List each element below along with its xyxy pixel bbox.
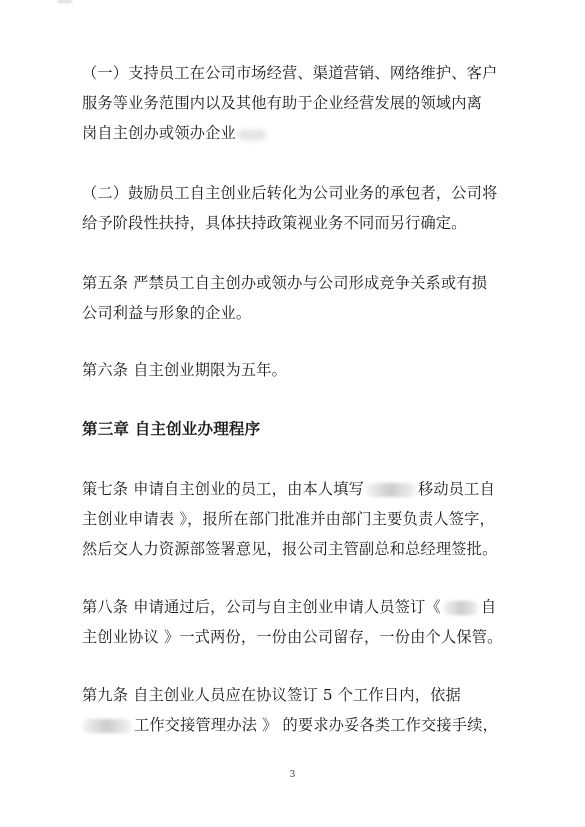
article-seven-line-3: 然后交人力资源部签署意见，报公司主管副总和总经理签批。 — [82, 540, 498, 558]
clause-one — [82, 58, 512, 148]
article-nine-line-1: 第九条 自主创业人员应在协议签订 5 个工作日内，依据 — [82, 686, 461, 704]
article-eight-line-1: 第八条 申请通过后，公司与自主创业申请人员签订《 自 — [82, 598, 497, 616]
article-nine-line-2: 工作交接管理办法 》 的要求办妥各类工作交接手续， — [82, 710, 512, 740]
scan-artifact — [58, 0, 72, 3]
article-nine — [82, 680, 512, 740]
article-eight-line-2: 主创业协议 》一式两份，一份由公司留存，一份由个人保管。 — [82, 628, 503, 646]
article-eight — [82, 592, 512, 652]
chapter-three-heading: 第三章 自主创业办理程序 — [82, 419, 261, 438]
clause-one-line-2: 服务等业务范围内以及其他有助于企业经营发展的领域内离 — [82, 94, 483, 112]
smudge-mark — [238, 130, 266, 140]
article-five — [82, 268, 512, 328]
article-five-line-1: 第五条 严禁员工自主创办或领办与公司形成竞争关系或有损 — [82, 274, 488, 292]
article-five-line-2: 公司利益与形象的企业。 — [82, 304, 252, 322]
clause-two — [82, 178, 512, 238]
clause-one-line-3: 岗自主创办或领办企业 — [82, 118, 512, 148]
page-number: 3 — [289, 770, 296, 780]
article-seven-line-1: 策七条 申请自主创业的员工，由本人填写 移动员工自 — [82, 480, 495, 498]
article-six-line-1: 第六条 自主创业期限为五年。 — [82, 361, 288, 379]
clause-two-line-2: 给予阶段性扶持，具体扶持政策视业务不同而另行确定。 — [82, 214, 467, 232]
article-seven-line-2: 主创业申请表 》，报所在部门批准并由部门主要负责人签字， — [82, 510, 495, 528]
article-six — [82, 355, 512, 385]
clause-two-line-1: （二）鼓励员工自主创业后转化为公司业务的承包者，公司将 — [82, 184, 498, 202]
redacted-company-name — [82, 719, 132, 733]
article-seven — [82, 474, 512, 564]
redacted-company-name — [443, 601, 479, 615]
redacted-company-name — [366, 483, 416, 497]
clause-one-line-1: （一）支持员工在公司市场经营、渠道营销、网络维护、客户 — [82, 64, 498, 82]
